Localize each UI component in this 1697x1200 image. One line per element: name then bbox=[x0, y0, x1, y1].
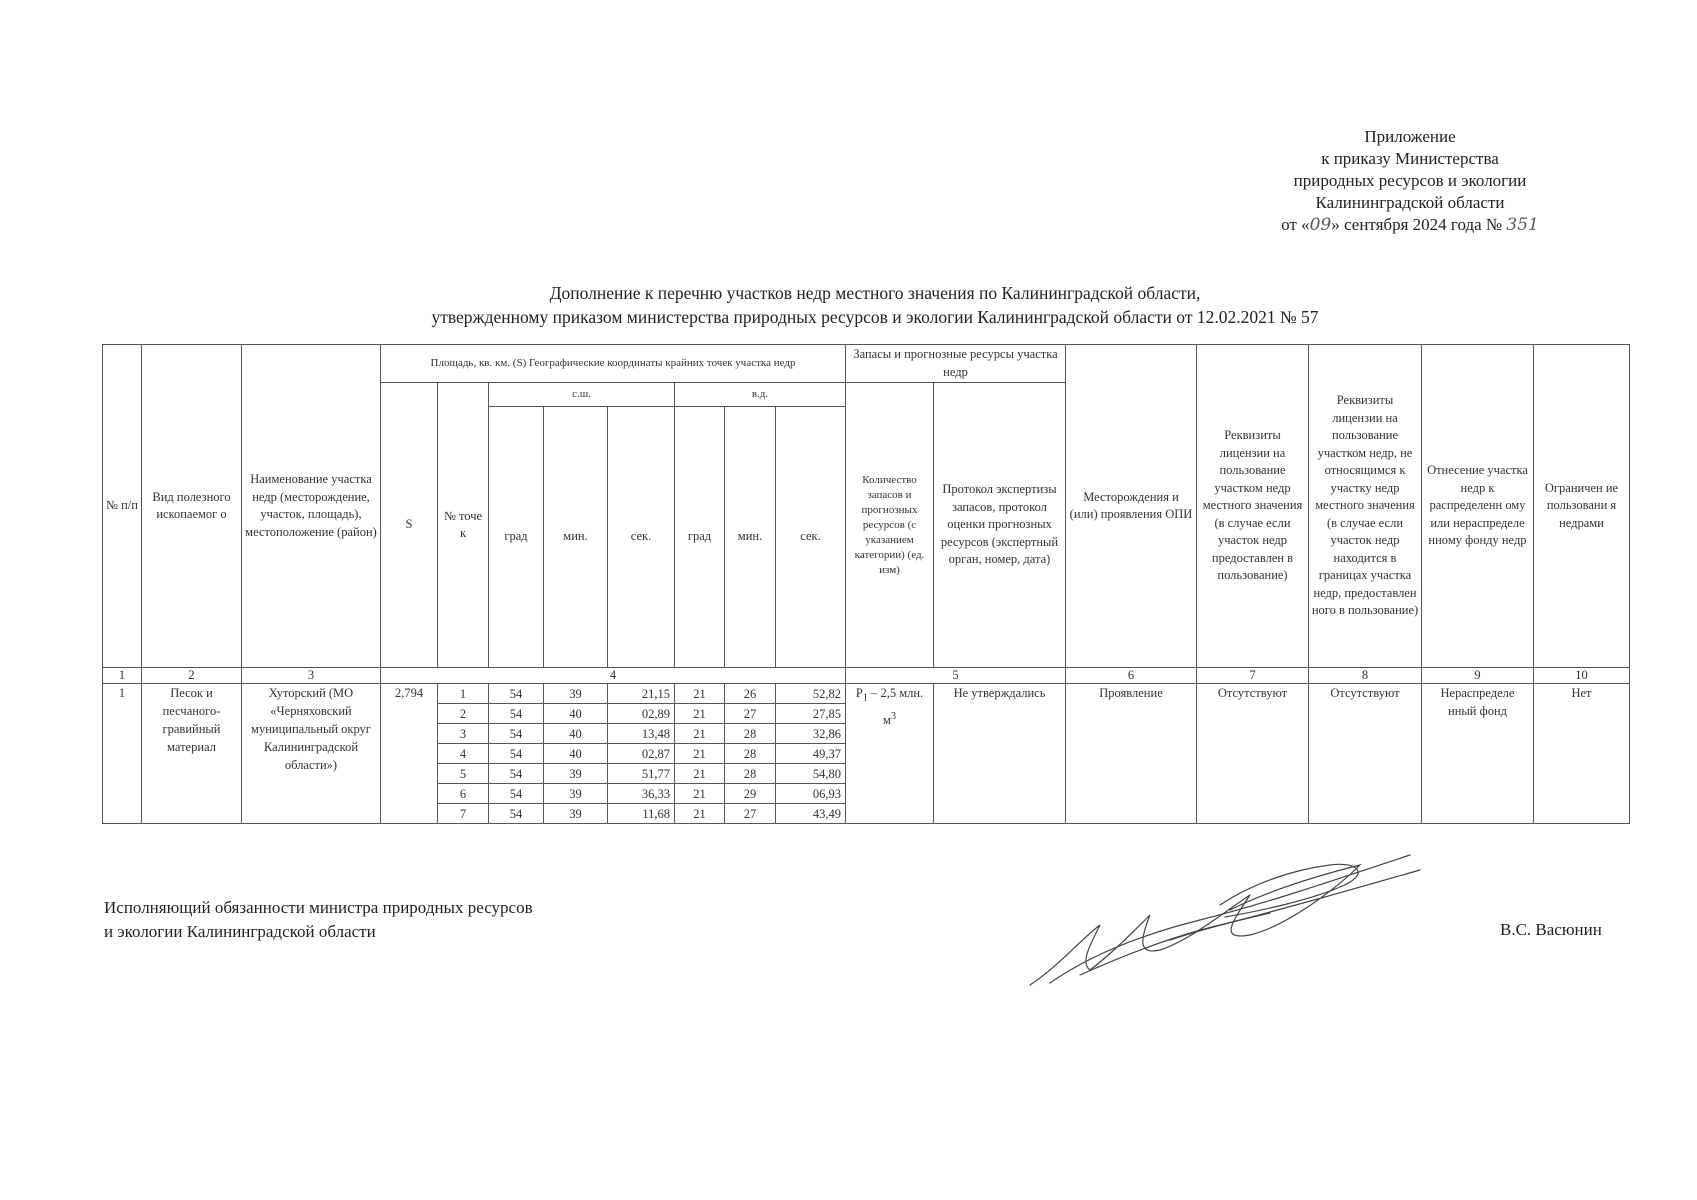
lat-sec: 13,48 bbox=[608, 724, 675, 744]
lat-deg: 54 bbox=[489, 744, 544, 764]
lon-sec: 43,49 bbox=[776, 804, 846, 824]
lon-min: 27 bbox=[725, 804, 776, 824]
lon-min: 28 bbox=[725, 744, 776, 764]
header-num: № п/п bbox=[103, 345, 142, 668]
position-line-2: и экологии Калининградской области bbox=[104, 922, 376, 941]
header-lat-deg: град bbox=[489, 407, 544, 668]
lat-min: 39 bbox=[544, 684, 608, 704]
point-number: 1 bbox=[438, 684, 489, 704]
quantity-unit-power: 3 bbox=[890, 710, 897, 722]
column-number: 5 bbox=[846, 668, 1066, 684]
column-number: 8 bbox=[1309, 668, 1422, 684]
row-number: 1 bbox=[103, 684, 142, 824]
point-number: 4 bbox=[438, 744, 489, 764]
row-fund: Нераспределе нный фонд bbox=[1422, 684, 1534, 824]
lat-min: 40 bbox=[544, 744, 608, 764]
header-license-other: Реквизиты лицензии на пользование участком недр, не относящимся к участку недр местного значения (в случае если участок недр находится в границах участка недр, предоставлен ного в пользование) bbox=[1309, 345, 1422, 668]
header-longitude: в.д. bbox=[675, 383, 846, 407]
row-license-other: Отсутствуют bbox=[1309, 684, 1422, 824]
header-deposit: Месторождения и (или) проявления ОПИ bbox=[1066, 345, 1197, 668]
row-area: 2,794 bbox=[381, 684, 438, 824]
point-number: 3 bbox=[438, 724, 489, 744]
column-number: 9 bbox=[1422, 668, 1534, 684]
column-number: 4 bbox=[381, 668, 846, 684]
column-number: 6 bbox=[1066, 668, 1197, 684]
column-number: 7 bbox=[1197, 668, 1309, 684]
lon-deg: 21 bbox=[675, 704, 725, 724]
lat-deg: 54 bbox=[489, 684, 544, 704]
lat-sec: 02,87 bbox=[608, 744, 675, 764]
heading-line-1: Дополнение к перечню участков недр местного значения по Калининградской области, bbox=[549, 283, 1201, 303]
row-protocol: Не утверждались bbox=[934, 684, 1066, 824]
lon-deg: 21 bbox=[675, 744, 725, 764]
lon-sec: 27,85 bbox=[776, 704, 846, 724]
lat-min: 40 bbox=[544, 724, 608, 744]
quantity-category-index: 1 bbox=[862, 692, 868, 704]
subsoil-plots-table bbox=[102, 344, 1630, 824]
lat-deg: 54 bbox=[489, 784, 544, 804]
lon-min: 29 bbox=[725, 784, 776, 804]
order-number: 351 bbox=[1506, 215, 1539, 235]
quantity-value: – 2,5 млн. м bbox=[867, 686, 924, 727]
date-prefix: от « bbox=[1281, 215, 1310, 234]
header-protocol: Протокол экспертизы запасов, протокол оценки прогнозных ресурсов (экспертный орган, номер, дата) bbox=[934, 383, 1066, 668]
header-s: S bbox=[381, 383, 438, 668]
heading-line-2: утвержденному приказом министерства природных ресурсов и экологии Калининградской области от 12.02.2021 № 57 bbox=[431, 307, 1319, 327]
lon-min: 28 bbox=[725, 724, 776, 744]
handwritten-signature bbox=[1020, 845, 1440, 995]
row-plot-name: Хуторский (МО «Черняховский муниципальный округ Калининградской области») bbox=[242, 684, 381, 824]
header-license-local: Реквизиты лицензии на пользование участком недр местного значения (в случае если участок недр предоставлен в пользование) bbox=[1197, 345, 1309, 668]
signer-name: В.С. Васюнин bbox=[1500, 920, 1602, 939]
point-number: 5 bbox=[438, 764, 489, 784]
lon-sec: 52,82 bbox=[776, 684, 846, 704]
lon-deg: 21 bbox=[675, 784, 725, 804]
lon-sec: 54,80 bbox=[776, 764, 846, 784]
header-lon-min: мин. bbox=[725, 407, 776, 668]
header-lat-min: мин. bbox=[544, 407, 608, 668]
appendix-date-line bbox=[1240, 214, 1580, 236]
lat-deg: 54 bbox=[489, 704, 544, 724]
header-latitude: с.ш. bbox=[489, 383, 675, 407]
lon-min: 26 bbox=[725, 684, 776, 704]
lat-min: 39 bbox=[544, 804, 608, 824]
header-restriction: Ограничен ие пользовани я недрами bbox=[1534, 345, 1630, 668]
column-number: 10 bbox=[1534, 668, 1630, 684]
header-lon-sec: сек. bbox=[776, 407, 846, 668]
lon-min: 27 bbox=[725, 704, 776, 724]
position-line-1: Исполняющий обязанности министра природных ресурсов bbox=[104, 898, 533, 917]
point-number: 6 bbox=[438, 784, 489, 804]
lat-min: 39 bbox=[544, 764, 608, 784]
header-point: № точе к bbox=[438, 383, 489, 668]
header-plot-name: Наименование участка недр (месторождение, участок, площадь), местоположение (район) bbox=[242, 345, 381, 668]
document-heading bbox=[90, 281, 1660, 329]
date-day: 09 bbox=[1309, 215, 1332, 235]
row-quantity bbox=[846, 684, 934, 824]
appendix-line-4: Калининградской области bbox=[1315, 193, 1505, 212]
lon-min: 28 bbox=[725, 764, 776, 784]
header-lon-deg: град bbox=[675, 407, 725, 668]
point-number: 2 bbox=[438, 704, 489, 724]
lat-deg: 54 bbox=[489, 764, 544, 784]
header-fund: Отнесение участка недр к распределенн ому или нераспределе нному фонду недр bbox=[1422, 345, 1534, 668]
header-quantity: Количество запасов и прогнозных ресурсов (с указанием категории) (ед. изм) bbox=[846, 383, 934, 668]
lat-sec: 02,89 bbox=[608, 704, 675, 724]
lon-sec: 06,93 bbox=[776, 784, 846, 804]
lon-deg: 21 bbox=[675, 684, 725, 704]
lon-sec: 49,37 bbox=[776, 744, 846, 764]
row-mineral: Песок и песчаного-гравийный материал bbox=[142, 684, 242, 824]
column-number: 2 bbox=[142, 668, 242, 684]
lon-deg: 21 bbox=[675, 804, 725, 824]
lon-sec: 32,86 bbox=[776, 724, 846, 744]
lat-min: 40 bbox=[544, 704, 608, 724]
lat-sec: 36,33 bbox=[608, 784, 675, 804]
lat-deg: 54 bbox=[489, 804, 544, 824]
row-license-local: Отсутствуют bbox=[1197, 684, 1309, 824]
header-lat-sec: сек. bbox=[608, 407, 675, 668]
date-middle: » сентября 2024 года № bbox=[1331, 215, 1503, 234]
appendix-line-2: к приказу Министерства bbox=[1321, 149, 1499, 168]
quantity-category: P bbox=[855, 686, 863, 700]
lat-sec: 21,15 bbox=[608, 684, 675, 704]
point-number: 7 bbox=[438, 804, 489, 824]
row-deposit: Проявление bbox=[1066, 684, 1197, 824]
lat-min: 39 bbox=[544, 784, 608, 804]
appendix-title: Приложение bbox=[1364, 127, 1456, 146]
header-reserves: Запасы и прогнозные ресурсы участка недр bbox=[846, 345, 1066, 383]
signatory-position bbox=[104, 896, 533, 944]
column-number: 3 bbox=[242, 668, 381, 684]
lat-sec: 51,77 bbox=[608, 764, 675, 784]
header-area-coordinates: Площадь, кв. км. (S) Географические координаты крайних точек участка недр bbox=[381, 345, 846, 383]
lon-deg: 21 bbox=[675, 724, 725, 744]
row-restriction: Нет bbox=[1534, 684, 1630, 824]
header-mineral: Вид полезного ископаемог о bbox=[142, 345, 242, 668]
appendix-block bbox=[1240, 126, 1580, 236]
lon-deg: 21 bbox=[675, 764, 725, 784]
appendix-line-3: природных ресурсов и экологии bbox=[1293, 171, 1527, 190]
column-number: 1 bbox=[103, 668, 142, 684]
lat-sec: 11,68 bbox=[608, 804, 675, 824]
lat-deg: 54 bbox=[489, 724, 544, 744]
